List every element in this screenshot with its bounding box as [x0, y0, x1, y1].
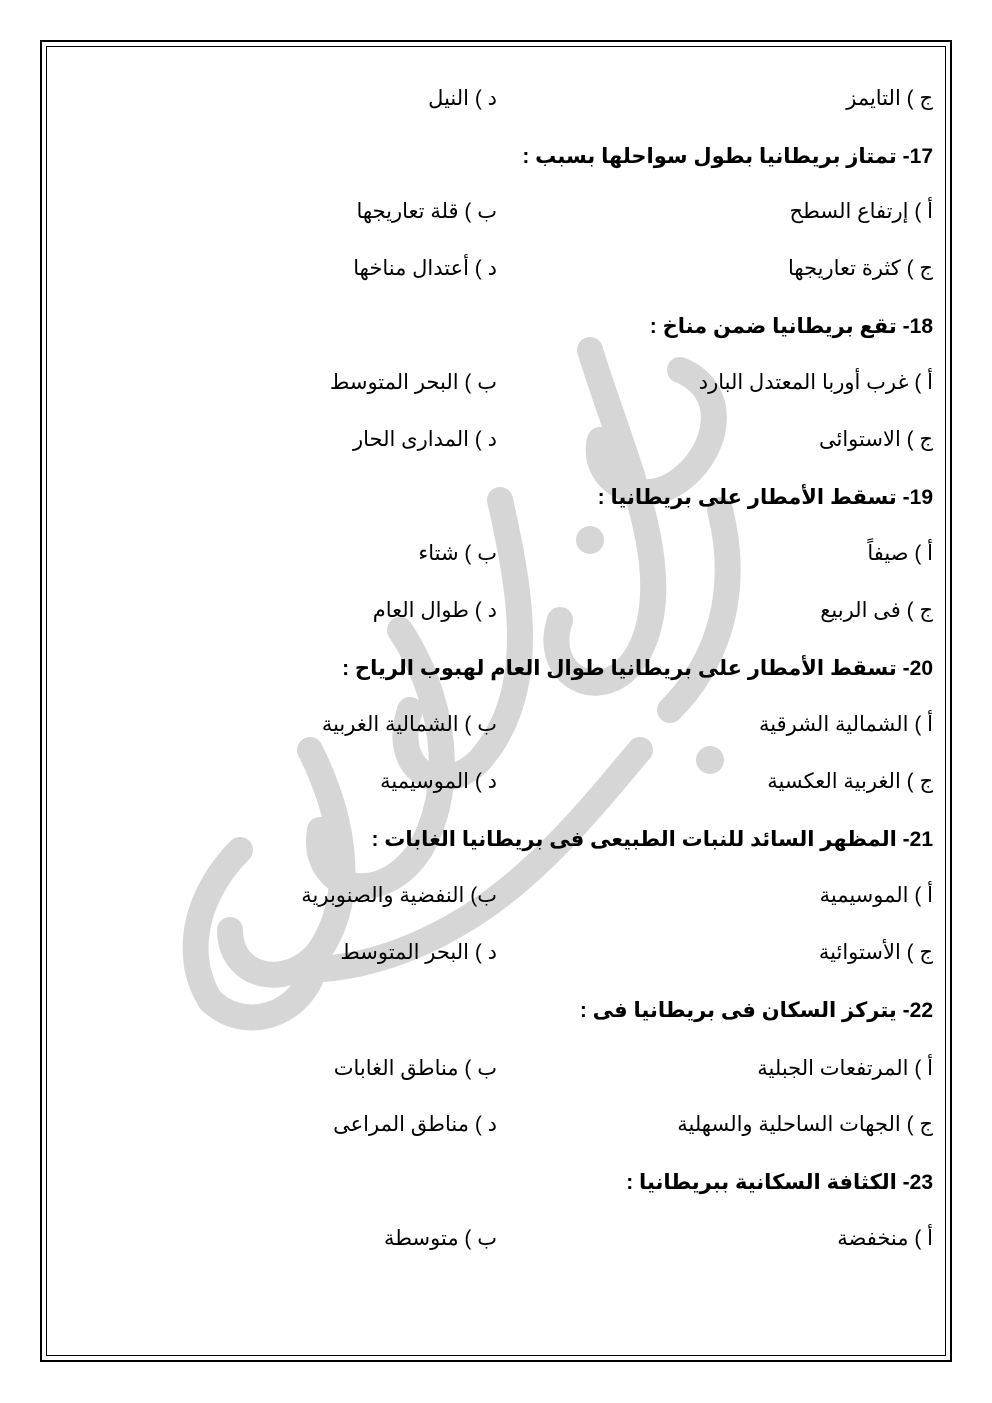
option-right: ج ) الأستوائية — [818, 941, 933, 964]
option-right: ج ) التايمز — [846, 87, 933, 110]
option-left: ب ) شتاء — [418, 542, 497, 565]
option-right: ج ) كثرة تعاريجها — [788, 257, 933, 280]
option-left: ب ) الشمالية الغربية — [321, 713, 497, 736]
question-line: 18- تقع بريطانيا ضمن مناخ : — [649, 315, 933, 338]
option-right: ج ) الجهات الساحلية والسهلية — [677, 1113, 933, 1136]
question-line: 22- يتركز السكان فى بريطانيا فى : — [579, 999, 933, 1022]
option-right: أ ) إرتفاع السطح — [789, 200, 933, 223]
question-line: 19- تسقط الأمطار على بريطانيا : — [597, 486, 933, 509]
option-left: د ) المدارى الحار — [353, 428, 497, 451]
option-left: د ) الموسيمية — [380, 770, 497, 793]
question-line: 23- الكثافة السكانية ببريطانيا : — [626, 1171, 933, 1194]
option-left: ب) النفضية والصنوبرية — [301, 884, 497, 907]
question-line: 21- المظهر السائد للنبات الطبيعى فى بريطانيا الغابات : — [371, 828, 933, 851]
option-right: أ ) المرتفعات الجبلية — [757, 1057, 933, 1080]
option-left: ب ) قلة تعاريجها — [356, 200, 497, 223]
option-right: ج ) الاستوائى — [819, 428, 933, 451]
option-left: د ) طوال العام — [372, 599, 497, 622]
option-right: أ ) صيفاً — [867, 542, 933, 565]
option-left: ب ) متوسطة — [384, 1227, 497, 1250]
page-border-inner — [46, 46, 946, 1356]
question-line: 17- تمتاز بريطانيا بطول سواحلها بسبب : — [522, 145, 933, 168]
option-right: أ ) غرب أوربا المعتدل البارد — [698, 371, 933, 394]
option-right: أ ) منخفضة — [837, 1227, 933, 1250]
option-left: د ) البحر المتوسط — [340, 941, 497, 964]
option-right: أ ) الموسيمية — [819, 884, 933, 907]
option-left: د ) أعتدال مناخها — [353, 257, 497, 280]
option-right: ج ) فى الربيع — [820, 599, 933, 622]
option-left: د ) مناطق المراعى — [333, 1113, 497, 1136]
option-left: د ) النيل — [428, 87, 497, 110]
option-right: أ ) الشمالية الشرقية — [758, 713, 933, 736]
option-left: ب ) البحر المتوسط — [329, 371, 497, 394]
option-right: ج ) الغربية العكسية — [767, 770, 933, 793]
question-line: 20- تسقط الأمطار على بريطانيا طوال العام لهبوب الرياح : — [342, 657, 933, 680]
option-left: ب ) مناطق الغابات — [333, 1057, 497, 1080]
